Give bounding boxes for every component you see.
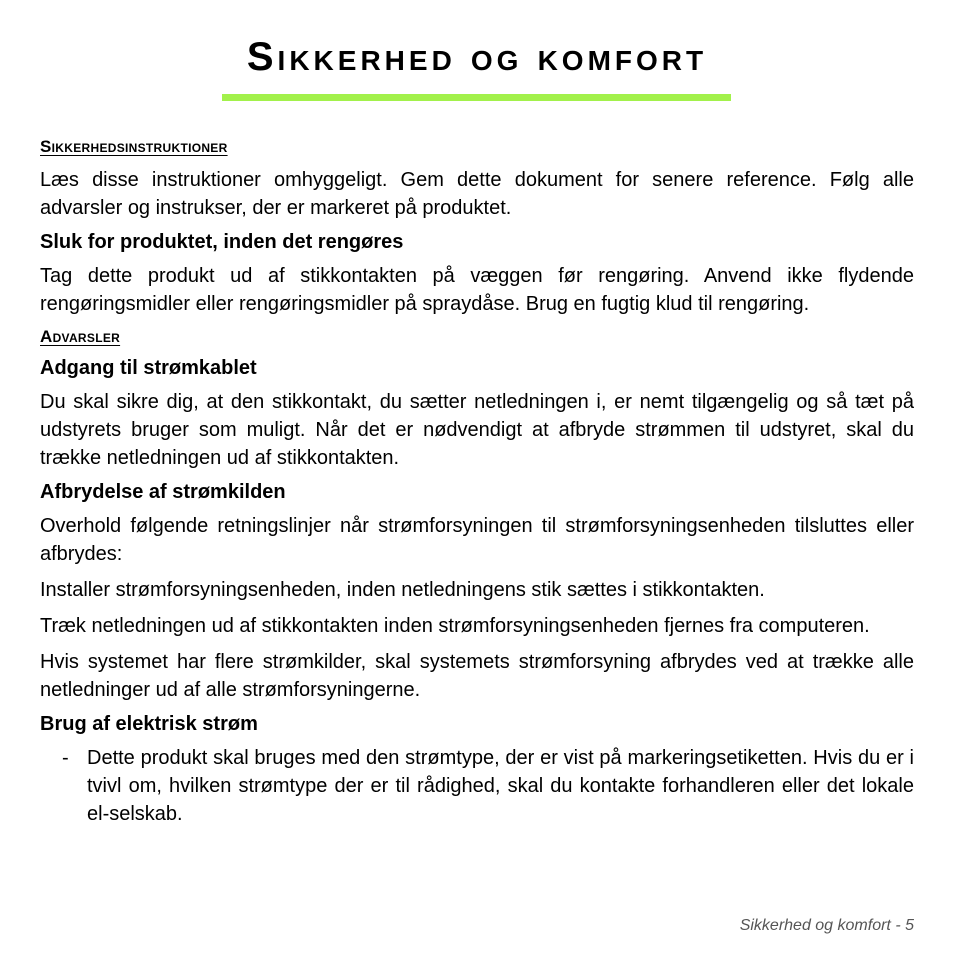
subheading-brug: Brug af elektrisk strøm — [40, 713, 258, 735]
paragraph: Overhold følgende retningslinjer når strømforsyningen til strømforsyningsenheden tilsluttes eller afbrydes: — [40, 515, 914, 565]
section-heading-advarsler: Advarsler — [40, 327, 121, 346]
paragraph: Tag dette produkt ud af stikkontakten på væggen før rengøring. Anvend ikke flydende rengøringsmidler eller rengøringsmidler på spraydåse. Brug en fugtig klud til rengøring. — [40, 265, 914, 315]
subheading-adgang: Adgang til strømkablet — [40, 357, 257, 379]
page-number: 5 — [905, 917, 914, 934]
subheading-sluk: Sluk for produktet, inden det rengøres — [40, 231, 404, 253]
page-title: Sikkerhed og komfort — [246, 35, 708, 79]
bullet-text: Dette produkt skal bruges med den strømtype, der er vist på markeringsetiketten. Hvis du er i tvivl om, hvilken strømtype der er til rådighed, skal du kontakte forhandleren eller det lokale el-selskab. — [87, 747, 914, 825]
section-heading-sikkerhedsinstruktioner: Sikkerhedsinstruktioner — [40, 137, 228, 156]
subheading-afbrydelse: Afbrydelse af strømkilden — [40, 481, 286, 503]
paragraph: Hvis systemet har flere strømkilder, skal systemets strømforsyning afbrydes ved at trække alle netledninger ud af alle strømforsyningerne. — [40, 651, 914, 701]
paragraph: Træk netledningen ud af stikkontakten inden strømforsyningsenheden fjernes fra computeren. — [40, 615, 870, 637]
paragraph: Du skal sikre dig, at den stikkontakt, du sætter netledningen i, er nemt tilgængelig og så tæt på udstyrets bruger som muligt. Når det er nødvendigt at afbryde strømmen til udstyret, skal du trække netledningen ud af stikkontakten. — [40, 391, 914, 469]
page-footer — [740, 916, 914, 936]
section-intro: Læs disse instruktioner omhyggeligt. Gem dette dokument for senere reference. Følg alle advarsler og instrukser, der er markeret på produktet. — [40, 169, 914, 219]
footer-text: Sikkerhed og komfort - — [739, 917, 901, 934]
title-underline-bar — [222, 94, 731, 101]
paragraph: Installer strømforsyningsenheden, inden netledningens stik sættes i stikkontakten. — [40, 579, 765, 601]
list-item — [40, 744, 914, 828]
document-content — [40, 136, 914, 836]
bullet-dash: - — [62, 747, 69, 769]
